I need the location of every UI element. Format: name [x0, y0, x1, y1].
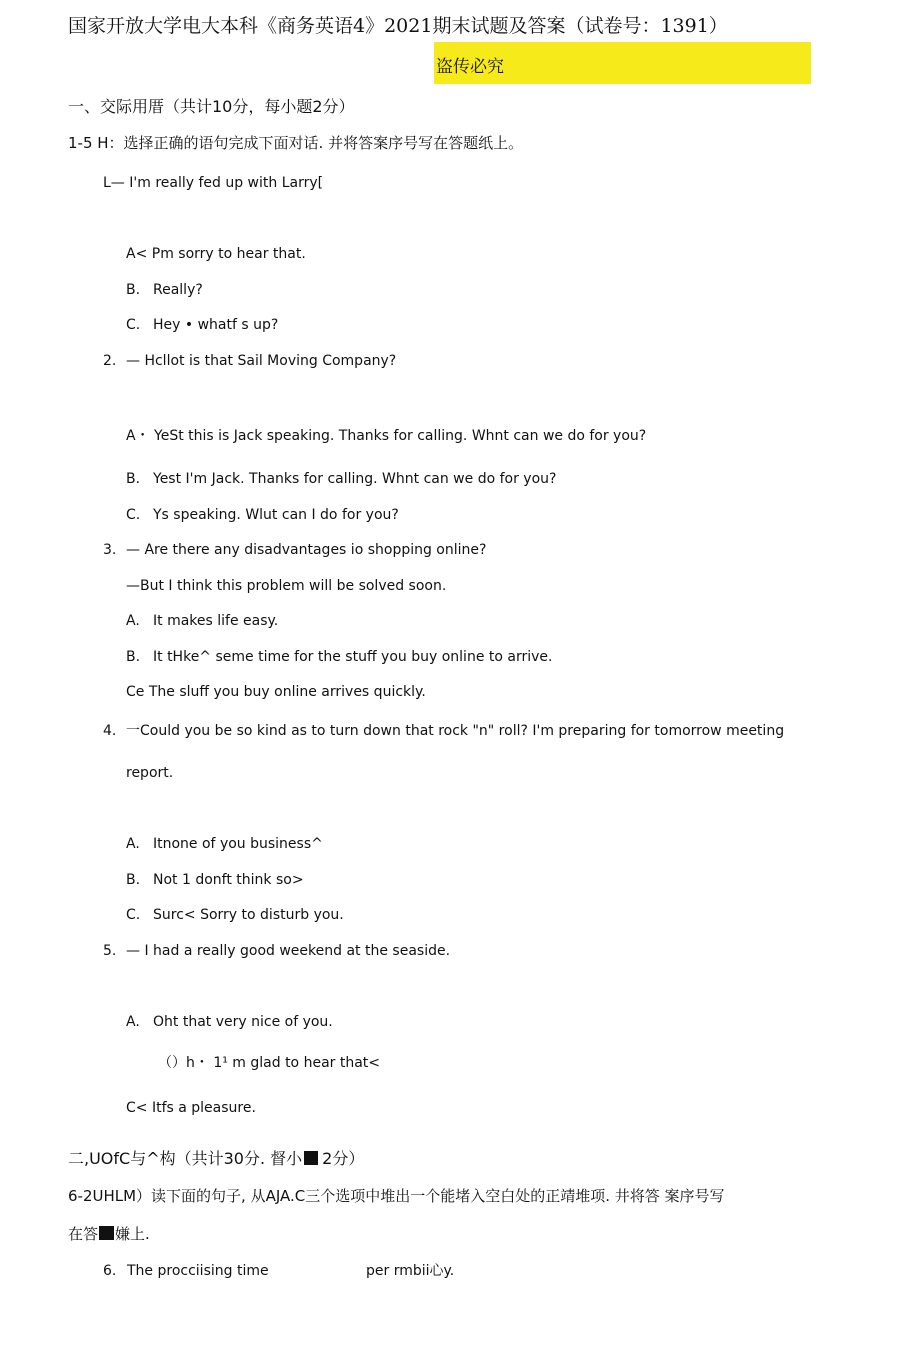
q3-reply: —But I think this problem will be solved soon.	[126, 578, 447, 594]
q4-option-a: Itnone of you business^	[153, 836, 323, 852]
banner-text: 盗传必究	[436, 57, 504, 77]
q2-option-b: Yest I'm Jack. Thanks for calling. Whnt can we do for you?	[153, 471, 557, 487]
section2-heading	[68, 1149, 364, 1169]
q3-option-a-label: A.	[126, 613, 140, 629]
q1-option-b: Really?	[153, 282, 203, 298]
redaction-block	[99, 1226, 114, 1240]
q2-option-c-label: C.	[126, 507, 141, 523]
q2-prompt: — Hcllot is that Sail Moving Company?	[126, 353, 397, 369]
q5-option-a: Oht that very nice of you.	[153, 1014, 333, 1030]
section2-heading-pre: 二,UOfC与^构（共计30分. 督小	[68, 1149, 303, 1168]
redaction-block	[304, 1151, 318, 1165]
q5-option-c: C< Itfs a pleasure.	[126, 1100, 256, 1116]
q3-prompt: — Are there any disadvantages io shopping online?	[126, 542, 487, 558]
q4-option-b: Not 1 donft think so>	[153, 872, 304, 888]
q4-option-c-label: C.	[126, 907, 141, 923]
q6-text-a: The procciising time	[127, 1263, 269, 1279]
q1-option-b-label: B.	[126, 282, 141, 298]
section2-instruction-line2-pre: 在答	[68, 1225, 99, 1243]
q2-option-b-label: B.	[126, 471, 141, 487]
q3-option-b-label: B.	[126, 649, 141, 665]
q4-prompt-cont: report.	[126, 765, 174, 781]
q3-option-c: Ce The sluff you buy online arrives quickly.	[126, 684, 426, 700]
section2-instruction-line2	[68, 1224, 150, 1244]
highlight-banner	[434, 42, 811, 84]
q1-prompt: L— I'm really fed up with Larry[	[103, 175, 324, 191]
q5-prompt: — I had a really good weekend at the seaside.	[126, 943, 451, 959]
q5-option-a-label: A.	[126, 1014, 140, 1030]
q4-number: 4.	[103, 723, 117, 739]
q3-number: 3.	[103, 542, 117, 558]
q6-text-b: per rmbii心y.	[366, 1263, 455, 1279]
q3-option-b: It tHke^ seme time for the stuff you buy online to arrive.	[153, 649, 553, 665]
q4-prompt: 一Could you be so kind as to turn down that rock "n" roll? I'm preparing for tomorrow meeting	[126, 723, 785, 739]
section1-instruction: 1-5 H：选择正确的语句完成下面对话. 并将答案序号写在答题纸上。	[68, 134, 524, 152]
section1-heading: 一、交际用厝（共计10分，每小题2分）	[68, 97, 355, 116]
q4-option-b-label: B.	[126, 872, 141, 888]
section2-instruction-line2-post: 嫌上.	[115, 1225, 150, 1243]
q5-option-b: （）h・ 1¹ m glad to hear that<	[158, 1055, 381, 1071]
section2-heading-post: 2分）	[322, 1149, 365, 1168]
q2-option-a: A・ YeSt this is Jack speaking. Thanks for calling. Whnt can we do for you?	[126, 428, 647, 444]
q4-option-a-label: A.	[126, 836, 140, 852]
section2-instruction-line1: 6-2UHLM）读下面的句子, 从AJA.C三个选项中堆出一个能堵入空白处的正靖堆项. 井将答 案序号写	[68, 1187, 725, 1205]
q1-option-a: A< Pm sorry to hear that.	[126, 246, 306, 262]
q3-option-a: It makes life easy.	[153, 613, 279, 629]
q4-option-c: Surc< Sorry to disturb you.	[153, 907, 344, 923]
q2-number: 2.	[103, 353, 117, 369]
q1-option-c-label: C.	[126, 317, 141, 333]
q1-option-c: Hey • whatf s up?	[153, 317, 279, 333]
document-title: 国家开放大学电大本科《商务英语4》2021期末试题及答案（试卷号：1391）	[68, 15, 728, 37]
q6-number: 6.	[103, 1263, 117, 1279]
q5-number: 5.	[103, 943, 117, 959]
q2-option-c: Ys speaking. Wlut can I do for you?	[153, 507, 399, 523]
